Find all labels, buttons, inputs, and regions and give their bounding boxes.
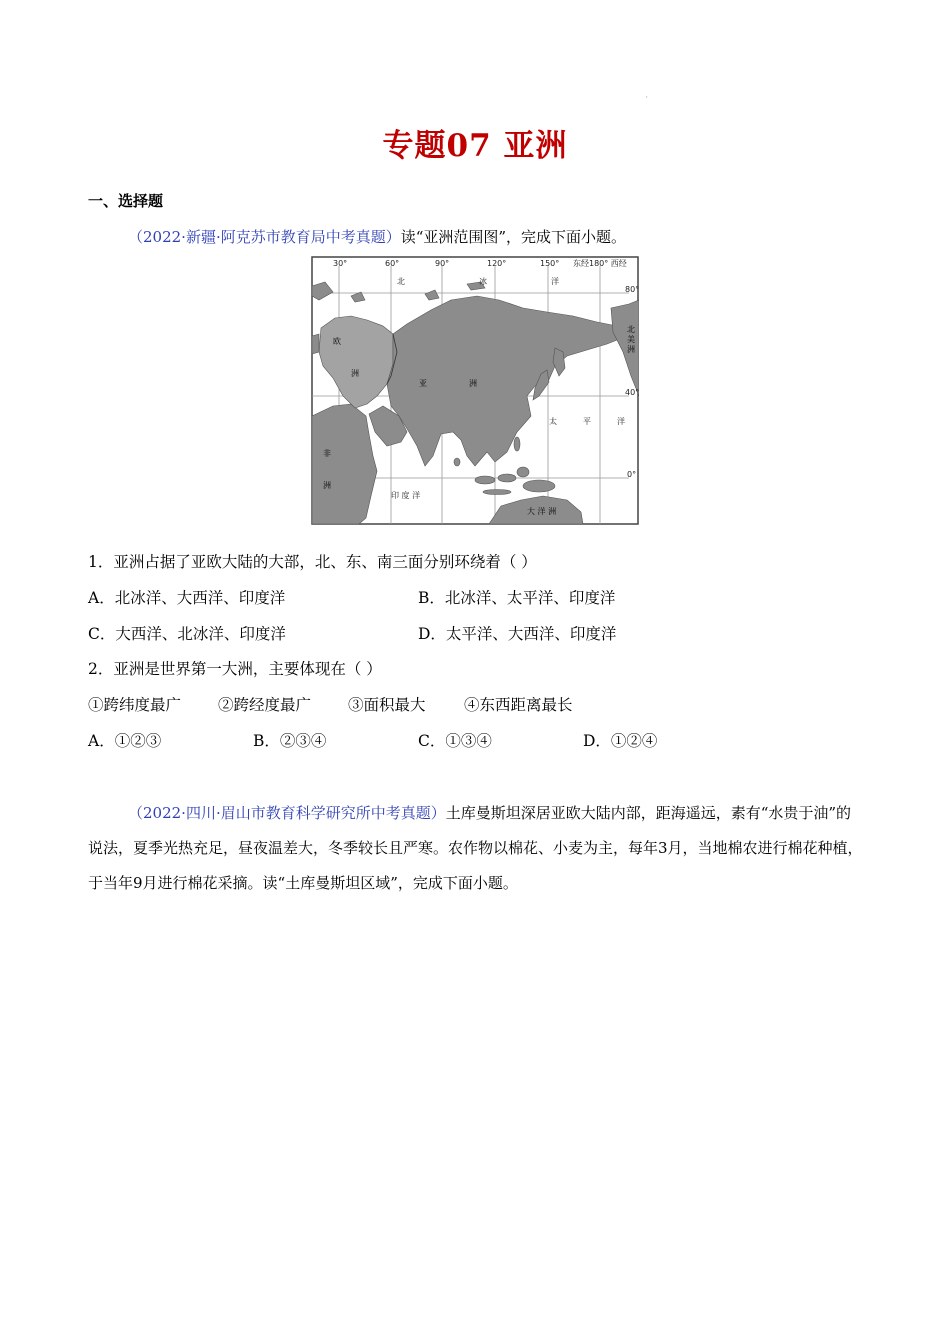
q1-option-d[interactable]: D．太平洋、大西洋、印度洋 <box>418 625 617 643</box>
label-north-america-1: 北 <box>627 325 635 334</box>
label-indian: 印 度 洋 <box>391 491 421 500</box>
group2-text: 土库曼斯坦深居亚欧大陆内部，距海遥远，素有“水贵于油”的说法，夏季光热充足，昼夜温差大，冬季较长且严寒。农作物以棉花、小麦为主，每年3月，当地棉农进行棉花种植，于当年9月进行棉花采摘。读“土库曼斯坦区域”，完成下面小题。 <box>88 804 863 892</box>
label-pacific-1: 太 <box>549 417 557 426</box>
label-pacific-3: 洋 <box>617 417 625 426</box>
label-europe-2: 洲 <box>351 369 359 378</box>
label-europe-1: 欧 <box>333 337 341 346</box>
q2-stem: 2．亚洲是世界第一大洲，主要体现在（ ） <box>88 660 382 678</box>
page-mark: ' <box>646 96 648 103</box>
q1-option-c[interactable]: C．大西洋、北冰洋、印度洋 <box>88 625 286 643</box>
label-north-america-3: 洲 <box>627 345 635 354</box>
group1-instruction: 读“亚洲范围图”，完成下面小题。 <box>400 228 627 246</box>
lon-label-150: 150° <box>540 259 560 268</box>
group1-intro <box>128 226 626 247</box>
lat-label-40: 40° <box>625 388 639 397</box>
q2-option-a[interactable]: A．①②③ <box>88 732 162 750</box>
q2-item-4: ④东西距离最长 <box>464 696 573 714</box>
page-title: 专题07 亚洲 <box>382 128 568 164</box>
lon-label-60: 60° <box>385 259 400 268</box>
label-arctic-2: 冰 <box>479 277 487 286</box>
section-heading: 一、选择题 <box>88 192 164 210</box>
lon-label-90: 90° <box>435 259 450 268</box>
lon-label-180: 东经180° 西经 <box>573 259 627 268</box>
lon-label-30: 30° <box>333 259 348 268</box>
label-oceania: 大 洋 洲 <box>527 507 557 516</box>
q1-stem: 1．亚洲占据了亚欧大陆的大部，北、东、南三面分别环绕着（ ） <box>88 553 537 571</box>
q2-item-1: ①跨纬度最广 <box>88 696 182 714</box>
label-pacific-2: 平 <box>583 417 591 426</box>
q2-option-b[interactable]: B．②③④ <box>253 732 327 750</box>
asia-map <box>311 256 639 525</box>
q2-item-2: ②跨经度最广 <box>218 696 312 714</box>
q2-option-c[interactable]: C．①③④ <box>418 732 492 750</box>
q1-option-a[interactable]: A．北冰洋、大西洋、印度洋 <box>88 589 286 607</box>
label-north-america-2: 美 <box>627 335 635 344</box>
label-asia-1: 亚 <box>419 379 427 388</box>
label-africa-2: 洲 <box>323 481 331 490</box>
lat-label-0: 0° <box>627 470 637 479</box>
group2-source: （2022·四川·眉山市教育科学研究所中考真题） <box>128 804 446 822</box>
group1-source: （2022·新疆·阿克苏市教育局中考真题） <box>128 228 401 246</box>
q2-option-d[interactable]: D．①②④ <box>583 732 658 750</box>
q2-item-3: ③面积最大 <box>348 696 426 714</box>
label-arctic-3: 洋 <box>551 277 559 286</box>
label-asia-2: 洲 <box>469 379 477 388</box>
label-africa-1: 非 <box>323 449 331 458</box>
lon-label-120: 120° <box>487 259 507 268</box>
label-arctic-1: 北 <box>397 277 405 286</box>
q1-option-b[interactable]: B．北冰洋、太平洋、印度洋 <box>418 589 616 607</box>
group2-passage <box>88 796 863 901</box>
lat-label-80: 80° <box>625 285 639 294</box>
